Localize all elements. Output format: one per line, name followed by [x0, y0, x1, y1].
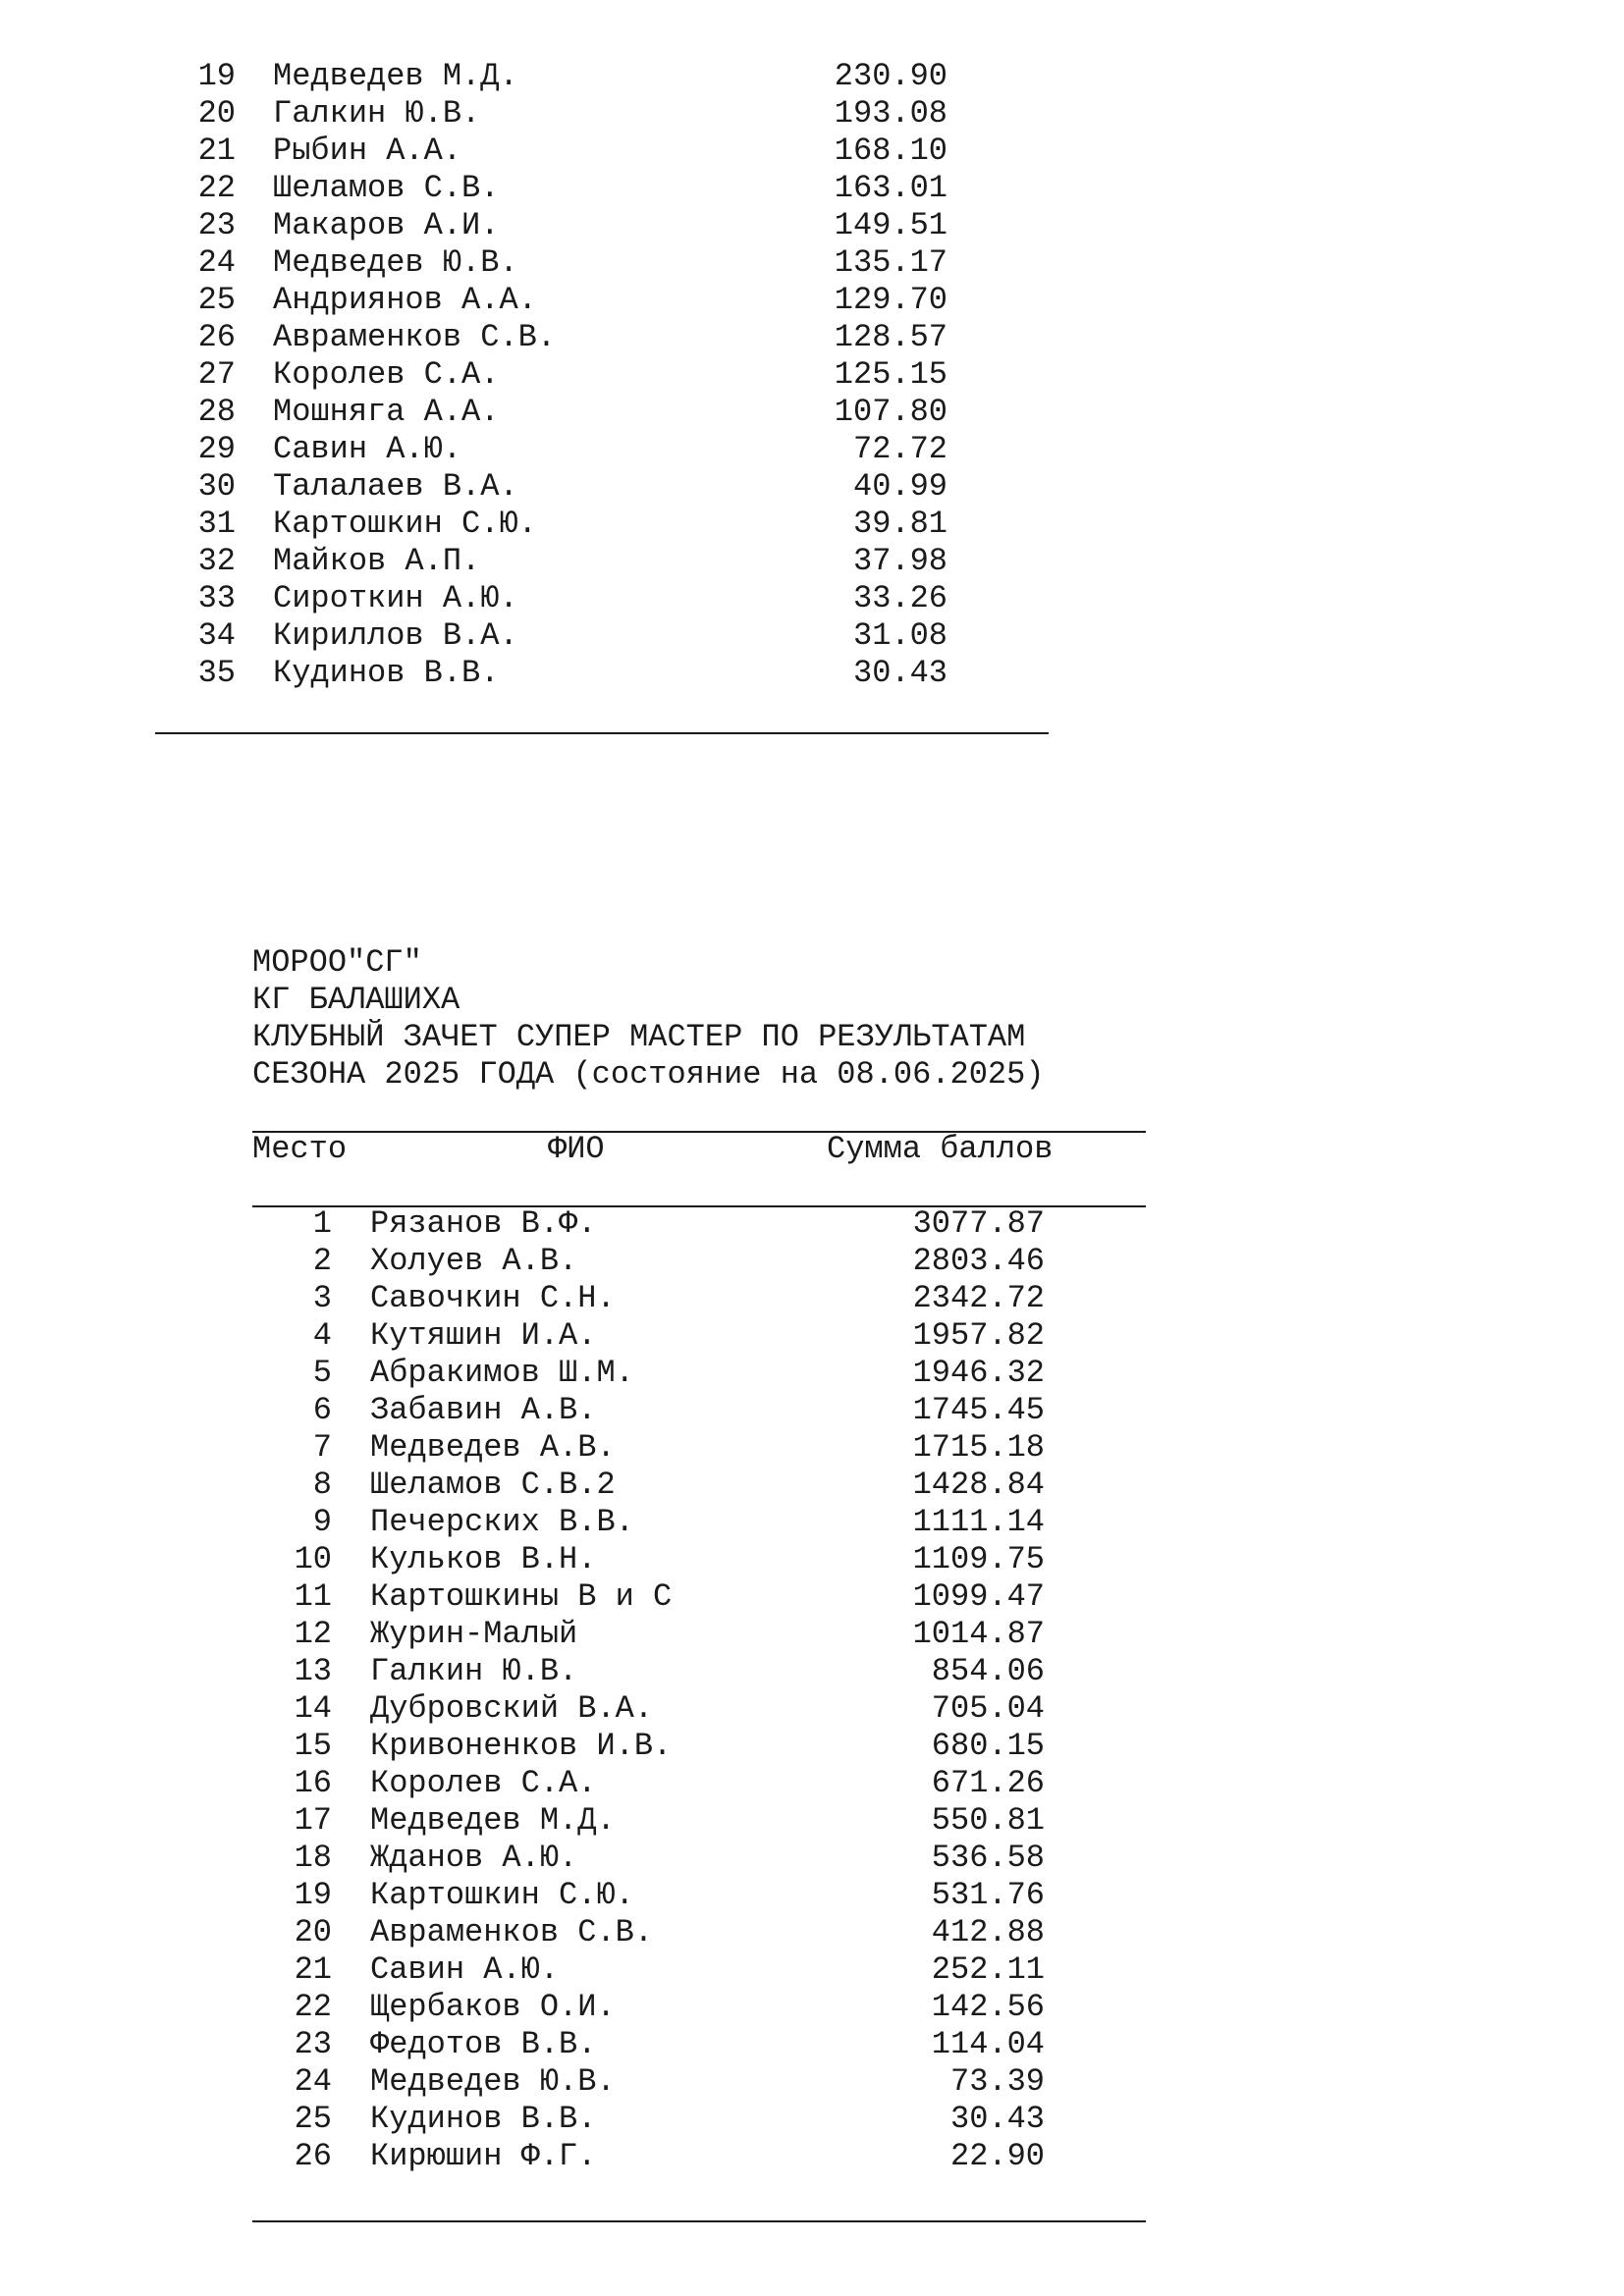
row-place: 14	[294, 1690, 332, 1727]
row-athlete-name: Кудинов В.В.	[273, 655, 500, 691]
standings-row	[0, 1578, 1624, 1616]
row-place: 34	[197, 617, 236, 654]
column-header-place: Место	[252, 1131, 348, 1167]
standings-row	[0, 617, 1624, 655]
row-athlete-name: Федотов В.В.	[370, 2026, 597, 2062]
standings-row	[0, 2138, 1624, 2175]
standings-row	[0, 468, 1624, 506]
row-score: 163.01	[834, 170, 947, 206]
row-score: 412.88	[931, 1914, 1045, 1950]
row-score: 1957.82	[912, 1317, 1045, 1354]
standings-row	[0, 1951, 1624, 1989]
row-athlete-name: Кудинов В.В.	[370, 2101, 597, 2137]
standings-row	[0, 2101, 1624, 2138]
row-score: 1745.45	[912, 1392, 1045, 1428]
row-place: 29	[197, 431, 236, 467]
row-score: 40.99	[852, 468, 947, 505]
row-athlete-name: Картошкин С.Ю.	[370, 1877, 634, 1913]
row-place: 16	[294, 1765, 332, 1801]
row-score: 114.04	[931, 2026, 1045, 2062]
standings-row	[0, 356, 1624, 394]
row-athlete-name: Кривоненков И.В.	[370, 1728, 673, 1764]
row-score: 22.90	[949, 2138, 1045, 2174]
row-score: 854.06	[931, 1653, 1045, 1689]
row-athlete-name: Галкин Ю.В.	[370, 1653, 578, 1689]
row-score: 705.04	[931, 1690, 1045, 1727]
standings-row	[0, 133, 1624, 170]
row-score: 252.11	[931, 1951, 1045, 1988]
row-place: 8	[312, 1467, 332, 1503]
row-athlete-name: Журин-Малый	[370, 1616, 578, 1652]
row-score: 30.43	[852, 655, 947, 691]
row-athlete-name: Сироткин А.Ю.	[273, 580, 518, 616]
row-athlete-name: Авраменков С.В.	[273, 319, 557, 355]
row-place: 24	[197, 244, 236, 281]
table-bottom-rule	[252, 2220, 1146, 2222]
row-athlete-name: Галкин Ю.В.	[273, 95, 481, 132]
row-score: 230.90	[834, 58, 947, 94]
standings-row	[0, 1280, 1624, 1317]
standings-row	[0, 58, 1624, 95]
row-athlete-name: Авраменков С.В.	[370, 1914, 654, 1950]
row-athlete-name: Кульков В.Н.	[370, 1541, 597, 1577]
standings-row	[0, 394, 1624, 431]
row-place: 23	[197, 207, 236, 243]
row-place: 24	[294, 2063, 332, 2100]
row-athlete-name: Дубровский В.А.	[370, 1690, 654, 1727]
top-section-rule	[155, 732, 1049, 734]
standings-row	[0, 95, 1624, 133]
row-place: 12	[294, 1616, 332, 1652]
row-athlete-name: Савин А.Ю.	[370, 1951, 560, 1988]
standings-row	[0, 1355, 1624, 1392]
row-score: 37.98	[852, 543, 947, 579]
row-athlete-name: Королев С.А.	[370, 1765, 597, 1801]
row-place: 27	[197, 356, 236, 393]
row-score: 135.17	[834, 244, 947, 281]
row-score: 2342.72	[912, 1280, 1045, 1316]
row-score: 107.80	[834, 394, 947, 430]
club-name: КГ БАЛАШИХА	[252, 982, 460, 1018]
standings-row	[0, 282, 1624, 319]
row-athlete-name: Кириллов В.А.	[273, 617, 518, 654]
row-place: 4	[312, 1317, 332, 1354]
standings-row	[0, 1802, 1624, 1840]
row-athlete-name: Абракимов Ш.М.	[370, 1355, 634, 1391]
row-place: 33	[197, 580, 236, 616]
row-score: 1109.75	[912, 1541, 1045, 1577]
row-place: 30	[197, 468, 236, 505]
standings-row	[0, 1429, 1624, 1467]
standings-row	[0, 1467, 1624, 1504]
row-score: 671.26	[931, 1765, 1045, 1801]
standings-row	[0, 543, 1624, 580]
report-title-line2: СЕЗОНА 2025 ГОДА (состояние на 08.06.2025)	[252, 1056, 1045, 1093]
row-place: 3	[312, 1280, 332, 1316]
standings-row	[0, 1914, 1624, 1951]
row-score: 550.81	[931, 1802, 1045, 1839]
standings-row	[0, 244, 1624, 282]
row-score: 39.81	[852, 506, 947, 542]
standings-row	[0, 1504, 1624, 1541]
row-athlete-name: Холуев А.В.	[370, 1243, 578, 1279]
row-place: 32	[197, 543, 236, 579]
row-athlete-name: Шеламов С.В.	[273, 170, 500, 206]
standings-row	[0, 1840, 1624, 1877]
standings-row	[0, 1877, 1624, 1914]
row-place: 28	[197, 394, 236, 430]
row-place: 35	[197, 655, 236, 691]
row-score: 1946.32	[912, 1355, 1045, 1391]
report-title-line1: КЛУБНЫЙ ЗАЧЕТ СУПЕР МАСТЕР ПО РЕЗУЛЬТАТАМ	[252, 1019, 1026, 1055]
standings-row	[0, 1616, 1624, 1653]
standings-row	[0, 2063, 1624, 2101]
row-score: 73.39	[949, 2063, 1045, 2100]
row-score: 31.08	[852, 617, 947, 654]
standings-row	[0, 1728, 1624, 1765]
standings-row	[0, 1317, 1624, 1355]
row-athlete-name: Королев С.А.	[273, 356, 500, 393]
row-athlete-name: Рыбин А.А.	[273, 133, 462, 169]
row-score: 536.58	[931, 1840, 1045, 1876]
standings-row	[0, 1653, 1624, 1690]
standings-row	[0, 2026, 1624, 2063]
row-place: 26	[197, 319, 236, 355]
row-place: 6	[312, 1392, 332, 1428]
row-place: 10	[294, 1541, 332, 1577]
row-athlete-name: Забавин А.В.	[370, 1392, 597, 1428]
row-place: 26	[294, 2138, 332, 2174]
standings-row	[0, 1989, 1624, 2026]
row-score: 531.76	[931, 1877, 1045, 1913]
row-place: 20	[294, 1914, 332, 1950]
row-place: 5	[312, 1355, 332, 1391]
standings-row	[0, 1541, 1624, 1578]
row-athlete-name: Мошняга А.А.	[273, 394, 500, 430]
standings-row	[0, 1690, 1624, 1728]
row-score: 128.57	[834, 319, 947, 355]
row-athlete-name: Талалаев В.А.	[273, 468, 518, 505]
standings-row	[0, 506, 1624, 543]
standings-row	[0, 319, 1624, 356]
row-score: 680.15	[931, 1728, 1045, 1764]
row-place: 7	[312, 1429, 332, 1466]
row-athlete-name: Андриянов А.А.	[273, 282, 537, 318]
row-place: 31	[197, 506, 236, 542]
row-place: 25	[294, 2101, 332, 2137]
row-place: 20	[197, 95, 236, 132]
standings-row	[0, 1243, 1624, 1280]
row-place: 19	[294, 1877, 332, 1913]
row-place: 22	[197, 170, 236, 206]
row-score: 149.51	[834, 207, 947, 243]
row-place: 19	[197, 58, 236, 94]
row-athlete-name: Медведев Ю.В.	[273, 244, 518, 281]
standings-row	[0, 431, 1624, 468]
row-place: 15	[294, 1728, 332, 1764]
row-place: 9	[312, 1504, 332, 1540]
row-score: 30.43	[949, 2101, 1045, 2137]
row-athlete-name: Кирюшин Ф.Г.	[370, 2138, 597, 2174]
standings-row	[0, 580, 1624, 617]
standings-row	[0, 655, 1624, 692]
standings-row	[0, 170, 1624, 207]
row-place: 23	[294, 2026, 332, 2062]
standings-row	[0, 1392, 1624, 1429]
row-score: 193.08	[834, 95, 947, 132]
row-place: 1	[312, 1205, 332, 1242]
column-header-name: ФИО	[548, 1131, 605, 1167]
row-athlete-name: Картошкины В и С	[370, 1578, 673, 1615]
row-score: 1428.84	[912, 1467, 1045, 1503]
row-place: 11	[294, 1578, 332, 1615]
row-athlete-name: Медведев А.В.	[370, 1429, 616, 1466]
row-athlete-name: Савин А.Ю.	[273, 431, 462, 467]
row-score: 72.72	[852, 431, 947, 467]
row-athlete-name: Щербаков О.И.	[370, 1989, 616, 2025]
row-score: 1715.18	[912, 1429, 1045, 1466]
row-place: 25	[197, 282, 236, 318]
row-athlete-name: Медведев М.Д.	[370, 1802, 616, 1839]
row-athlete-name: Майков А.П.	[273, 543, 481, 579]
row-place: 21	[294, 1951, 332, 1988]
org-name: МОРОО"СГ"	[252, 944, 422, 981]
row-place: 22	[294, 1989, 332, 2025]
row-score: 129.70	[834, 282, 947, 318]
row-score: 168.10	[834, 133, 947, 169]
row-athlete-name: Жданов А.Ю.	[370, 1840, 578, 1876]
standings-row	[0, 207, 1624, 244]
standings-row	[0, 1205, 1624, 1243]
row-score: 33.26	[852, 580, 947, 616]
row-athlete-name: Медведев Ю.В.	[370, 2063, 616, 2100]
standings-row	[0, 1765, 1624, 1802]
row-place: 18	[294, 1840, 332, 1876]
row-athlete-name: Печерских В.В.	[370, 1504, 634, 1540]
row-athlete-name: Савочкин С.Н.	[370, 1280, 616, 1316]
row-score: 1111.14	[912, 1504, 1045, 1540]
row-athlete-name: Кутяшин И.А.	[370, 1317, 597, 1354]
row-athlete-name: Рязанов В.Ф.	[370, 1205, 597, 1242]
row-athlete-name: Шеламов С.В.2	[370, 1467, 616, 1503]
row-score: 3077.87	[912, 1205, 1045, 1242]
row-score: 1099.47	[912, 1578, 1045, 1615]
row-athlete-name: Медведев М.Д.	[273, 58, 518, 94]
row-score: 1014.87	[912, 1616, 1045, 1652]
row-athlete-name: Макаров А.И.	[273, 207, 500, 243]
column-header-score: Сумма баллов	[827, 1131, 1054, 1167]
row-score: 125.15	[834, 356, 947, 393]
row-place: 13	[294, 1653, 332, 1689]
row-athlete-name: Картошкин С.Ю.	[273, 506, 537, 542]
row-place: 17	[294, 1802, 332, 1839]
row-score: 142.56	[931, 1989, 1045, 2025]
row-score: 2803.46	[912, 1243, 1045, 1279]
row-place: 21	[197, 133, 236, 169]
row-place: 2	[312, 1243, 332, 1279]
